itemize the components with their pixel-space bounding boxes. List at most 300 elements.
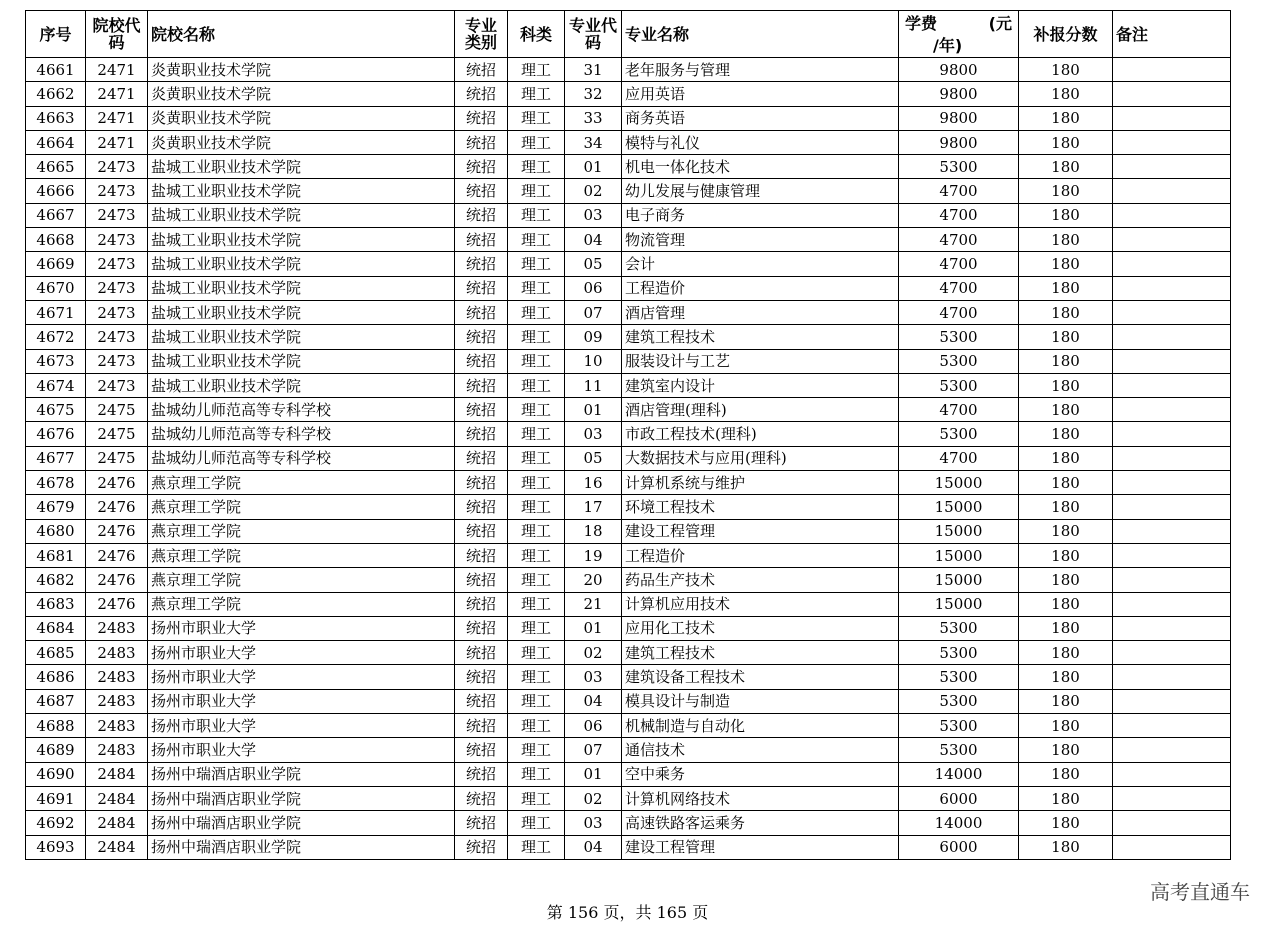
cell-remark	[1113, 835, 1231, 859]
table-row	[26, 519, 1231, 543]
cell-remark	[1113, 373, 1231, 397]
cell-major-code: 32	[565, 82, 622, 106]
table-row	[26, 155, 1231, 179]
table-row	[26, 786, 1231, 810]
cell-fee: 6000	[899, 786, 1019, 810]
cell-major-name: 老年服务与管理	[622, 58, 899, 82]
header-fee-unit: (元	[988, 14, 1012, 33]
table-row	[26, 398, 1231, 422]
cell-school-code: 2473	[86, 325, 148, 349]
table-row	[26, 762, 1231, 786]
cell-school-code: 2473	[86, 228, 148, 252]
cell-school-name: 扬州市职业大学	[148, 665, 455, 689]
cell-fee: 15000	[899, 592, 1019, 616]
cell-subject: 理工	[508, 471, 565, 495]
table-row	[26, 665, 1231, 689]
table-row	[26, 568, 1231, 592]
cell-major-code: 06	[565, 276, 622, 300]
cell-school-code: 2471	[86, 106, 148, 130]
cell-seq: 4690	[26, 762, 86, 786]
cell-major-code: 01	[565, 616, 622, 640]
cell-major-code: 03	[565, 665, 622, 689]
table-row	[26, 641, 1231, 665]
cell-major-name: 应用英语	[622, 82, 899, 106]
cell-score: 180	[1019, 714, 1113, 738]
cell-subject: 理工	[508, 203, 565, 227]
cell-seq: 4691	[26, 786, 86, 810]
table-row	[26, 179, 1231, 203]
cell-seq: 4677	[26, 446, 86, 470]
cell-major-code: 01	[565, 155, 622, 179]
cell-subject: 理工	[508, 446, 565, 470]
cell-major-code: 18	[565, 519, 622, 543]
cell-fee: 4700	[899, 446, 1019, 470]
cell-major-code: 02	[565, 786, 622, 810]
cell-fee: 5300	[899, 373, 1019, 397]
cell-remark	[1113, 592, 1231, 616]
cell-school-code: 2475	[86, 422, 148, 446]
cell-fee: 9800	[899, 130, 1019, 154]
cell-subject: 理工	[508, 422, 565, 446]
cell-category: 统招	[455, 349, 508, 373]
cell-fee: 9800	[899, 58, 1019, 82]
cell-subject: 理工	[508, 543, 565, 567]
cell-school-name: 盐城工业职业技术学院	[148, 228, 455, 252]
cell-school-name: 盐城工业职业技术学院	[148, 252, 455, 276]
table-body	[26, 58, 1231, 860]
cell-major-code: 34	[565, 130, 622, 154]
cell-major-code: 03	[565, 203, 622, 227]
cell-school-code: 2476	[86, 543, 148, 567]
cell-major-name: 计算机网络技术	[622, 786, 899, 810]
cell-school-code: 2484	[86, 835, 148, 859]
cell-category: 统招	[455, 300, 508, 324]
cell-score: 180	[1019, 616, 1113, 640]
cell-subject: 理工	[508, 276, 565, 300]
cell-category: 统招	[455, 325, 508, 349]
table-row	[26, 471, 1231, 495]
cell-school-name: 燕京理工学院	[148, 495, 455, 519]
cell-category: 统招	[455, 276, 508, 300]
cell-major-name: 建设工程管理	[622, 519, 899, 543]
cell-score: 180	[1019, 641, 1113, 665]
cell-remark	[1113, 422, 1231, 446]
cell-subject: 理工	[508, 398, 565, 422]
table-row	[26, 592, 1231, 616]
cell-score: 180	[1019, 349, 1113, 373]
cell-major-code: 31	[565, 58, 622, 82]
cell-school-code: 2476	[86, 568, 148, 592]
cell-seq: 4667	[26, 203, 86, 227]
cell-seq: 4676	[26, 422, 86, 446]
table-row	[26, 446, 1231, 470]
admissions-table	[25, 10, 1231, 860]
cell-score: 180	[1019, 203, 1113, 227]
cell-fee: 4700	[899, 398, 1019, 422]
cell-category: 统招	[455, 495, 508, 519]
cell-school-code: 2483	[86, 665, 148, 689]
cell-fee: 5300	[899, 325, 1019, 349]
cell-major-code: 03	[565, 811, 622, 835]
cell-remark	[1113, 228, 1231, 252]
header-fee-unit-tail: /年)	[933, 36, 963, 55]
cell-seq: 4671	[26, 300, 86, 324]
cell-remark	[1113, 738, 1231, 762]
cell-seq: 4686	[26, 665, 86, 689]
cell-fee: 5300	[899, 689, 1019, 713]
cell-fee: 9800	[899, 82, 1019, 106]
cell-subject: 理工	[508, 325, 565, 349]
cell-school-code: 2475	[86, 398, 148, 422]
cell-score: 180	[1019, 835, 1113, 859]
cell-subject: 理工	[508, 714, 565, 738]
cell-major-name: 空中乘务	[622, 762, 899, 786]
cell-school-code: 2483	[86, 641, 148, 665]
cell-fee: 4700	[899, 228, 1019, 252]
cell-score: 180	[1019, 592, 1113, 616]
cell-seq: 4689	[26, 738, 86, 762]
cell-score: 180	[1019, 300, 1113, 324]
cell-remark	[1113, 714, 1231, 738]
cell-remark	[1113, 495, 1231, 519]
cell-score: 180	[1019, 568, 1113, 592]
cell-major-name: 药品生产技术	[622, 568, 899, 592]
header-score: 补报分数	[1019, 11, 1113, 58]
cell-school-name: 扬州中瑞酒店职业学院	[148, 762, 455, 786]
table-row	[26, 106, 1231, 130]
cell-school-code: 2473	[86, 373, 148, 397]
cell-score: 180	[1019, 179, 1113, 203]
cell-seq: 4672	[26, 325, 86, 349]
cell-fee: 6000	[899, 835, 1019, 859]
cell-score: 180	[1019, 786, 1113, 810]
cell-school-code: 2483	[86, 689, 148, 713]
cell-major-code: 33	[565, 106, 622, 130]
cell-seq: 4673	[26, 349, 86, 373]
cell-major-code: 07	[565, 300, 622, 324]
cell-category: 统招	[455, 203, 508, 227]
cell-seq: 4674	[26, 373, 86, 397]
cell-major-code: 05	[565, 252, 622, 276]
cell-seq: 4661	[26, 58, 86, 82]
cell-fee: 5300	[899, 714, 1019, 738]
cell-remark	[1113, 471, 1231, 495]
cell-major-name: 幼儿发展与健康管理	[622, 179, 899, 203]
cell-seq: 4666	[26, 179, 86, 203]
cell-category: 统招	[455, 811, 508, 835]
cell-seq: 4688	[26, 714, 86, 738]
cell-school-code: 2473	[86, 252, 148, 276]
cell-subject: 理工	[508, 762, 565, 786]
cell-score: 180	[1019, 252, 1113, 276]
cell-school-name: 扬州市职业大学	[148, 714, 455, 738]
cell-subject: 理工	[508, 592, 565, 616]
cell-subject: 理工	[508, 252, 565, 276]
cell-school-name: 盐城工业职业技术学院	[148, 155, 455, 179]
cell-subject: 理工	[508, 179, 565, 203]
cell-fee: 15000	[899, 471, 1019, 495]
cell-major-name: 建设工程管理	[622, 835, 899, 859]
cell-subject: 理工	[508, 786, 565, 810]
cell-school-name: 盐城幼儿师范高等专科学校	[148, 446, 455, 470]
cell-school-code: 2475	[86, 446, 148, 470]
cell-subject: 理工	[508, 349, 565, 373]
cell-seq: 4662	[26, 82, 86, 106]
cell-school-code: 2483	[86, 616, 148, 640]
table-row	[26, 130, 1231, 154]
cell-remark	[1113, 130, 1231, 154]
cell-remark	[1113, 543, 1231, 567]
cell-major-code: 02	[565, 179, 622, 203]
cell-remark	[1113, 446, 1231, 470]
cell-category: 统招	[455, 568, 508, 592]
cell-school-name: 燕京理工学院	[148, 519, 455, 543]
cell-fee: 5300	[899, 641, 1019, 665]
header-major-name: 专业名称	[622, 11, 899, 58]
table-row	[26, 325, 1231, 349]
cell-school-code: 2473	[86, 179, 148, 203]
cell-category: 统招	[455, 665, 508, 689]
cell-fee: 15000	[899, 543, 1019, 567]
cell-subject: 理工	[508, 738, 565, 762]
cell-fee: 5300	[899, 155, 1019, 179]
cell-seq: 4669	[26, 252, 86, 276]
cell-major-name: 环境工程技术	[622, 495, 899, 519]
cell-school-name: 盐城幼儿师范高等专科学校	[148, 422, 455, 446]
cell-score: 180	[1019, 155, 1113, 179]
table-row	[26, 689, 1231, 713]
cell-fee: 14000	[899, 811, 1019, 835]
cell-remark	[1113, 398, 1231, 422]
cell-major-code: 21	[565, 592, 622, 616]
cell-remark	[1113, 786, 1231, 810]
cell-category: 统招	[455, 228, 508, 252]
cell-subject: 理工	[508, 519, 565, 543]
cell-school-code: 2473	[86, 349, 148, 373]
cell-major-name: 服装设计与工艺	[622, 349, 899, 373]
table-row	[26, 276, 1231, 300]
cell-remark	[1113, 252, 1231, 276]
cell-major-code: 09	[565, 325, 622, 349]
cell-category: 统招	[455, 130, 508, 154]
cell-score: 180	[1019, 446, 1113, 470]
cell-fee: 5300	[899, 349, 1019, 373]
cell-major-name: 机电一体化技术	[622, 155, 899, 179]
cell-seq: 4679	[26, 495, 86, 519]
table-row	[26, 835, 1231, 859]
cell-school-code: 2473	[86, 155, 148, 179]
cell-category: 统招	[455, 373, 508, 397]
table-row	[26, 228, 1231, 252]
cell-fee: 4700	[899, 203, 1019, 227]
cell-score: 180	[1019, 738, 1113, 762]
cell-subject: 理工	[508, 641, 565, 665]
cell-remark	[1113, 325, 1231, 349]
cell-category: 统招	[455, 179, 508, 203]
cell-school-code: 2471	[86, 82, 148, 106]
cell-score: 180	[1019, 373, 1113, 397]
cell-subject: 理工	[508, 495, 565, 519]
cell-score: 180	[1019, 398, 1113, 422]
cell-fee: 15000	[899, 519, 1019, 543]
cell-score: 180	[1019, 58, 1113, 82]
cell-school-code: 2476	[86, 519, 148, 543]
cell-school-name: 扬州市职业大学	[148, 641, 455, 665]
cell-seq: 4664	[26, 130, 86, 154]
cell-remark	[1113, 762, 1231, 786]
cell-subject: 理工	[508, 616, 565, 640]
header-category: 专业类别	[455, 11, 508, 58]
cell-score: 180	[1019, 82, 1113, 106]
cell-school-name: 盐城工业职业技术学院	[148, 300, 455, 324]
cell-school-code: 2483	[86, 714, 148, 738]
cell-fee: 4700	[899, 179, 1019, 203]
cell-fee: 9800	[899, 106, 1019, 130]
cell-remark	[1113, 82, 1231, 106]
cell-school-code: 2483	[86, 738, 148, 762]
cell-seq: 4685	[26, 641, 86, 665]
cell-remark	[1113, 106, 1231, 130]
cell-fee: 5300	[899, 665, 1019, 689]
cell-major-name: 物流管理	[622, 228, 899, 252]
cell-remark	[1113, 276, 1231, 300]
cell-school-code: 2484	[86, 762, 148, 786]
cell-subject: 理工	[508, 106, 565, 130]
cell-major-name: 计算机系统与维护	[622, 471, 899, 495]
cell-category: 统招	[455, 446, 508, 470]
cell-subject: 理工	[508, 228, 565, 252]
table-row	[26, 616, 1231, 640]
cell-fee: 5300	[899, 738, 1019, 762]
cell-category: 统招	[455, 714, 508, 738]
cell-school-code: 2471	[86, 58, 148, 82]
cell-fee: 4700	[899, 276, 1019, 300]
cell-major-name: 大数据技术与应用(理科)	[622, 446, 899, 470]
cell-major-code: 20	[565, 568, 622, 592]
cell-seq: 4684	[26, 616, 86, 640]
cell-score: 180	[1019, 228, 1113, 252]
cell-remark	[1113, 300, 1231, 324]
cell-seq: 4681	[26, 543, 86, 567]
table-header	[26, 11, 1231, 58]
cell-remark	[1113, 58, 1231, 82]
cell-score: 180	[1019, 495, 1113, 519]
cell-category: 统招	[455, 762, 508, 786]
cell-major-name: 模特与礼仪	[622, 130, 899, 154]
cell-school-name: 炎黄职业技术学院	[148, 58, 455, 82]
cell-fee: 4700	[899, 300, 1019, 324]
cell-remark	[1113, 179, 1231, 203]
cell-fee: 15000	[899, 495, 1019, 519]
table-row	[26, 373, 1231, 397]
header-fee-label: 学费	[905, 14, 938, 33]
cell-score: 180	[1019, 665, 1113, 689]
cell-category: 统招	[455, 519, 508, 543]
header-remark: 备注	[1113, 11, 1231, 58]
cell-seq: 4663	[26, 106, 86, 130]
cell-major-code: 04	[565, 228, 622, 252]
table-row	[26, 58, 1231, 82]
cell-remark	[1113, 519, 1231, 543]
cell-major-name: 应用化工技术	[622, 616, 899, 640]
cell-major-code: 01	[565, 762, 622, 786]
cell-school-code: 2473	[86, 203, 148, 227]
cell-school-name: 扬州市职业大学	[148, 738, 455, 762]
cell-fee: 5300	[899, 616, 1019, 640]
cell-remark	[1113, 155, 1231, 179]
cell-subject: 理工	[508, 689, 565, 713]
cell-major-name: 高速铁路客运乘务	[622, 811, 899, 835]
cell-major-code: 19	[565, 543, 622, 567]
cell-score: 180	[1019, 325, 1113, 349]
cell-category: 统招	[455, 543, 508, 567]
page-footer: 第 156 页，共 165 页	[546, 903, 709, 922]
cell-school-name: 燕京理工学院	[148, 568, 455, 592]
cell-major-name: 模具设计与制造	[622, 689, 899, 713]
cell-score: 180	[1019, 811, 1113, 835]
cell-school-name: 扬州中瑞酒店职业学院	[148, 811, 455, 835]
cell-score: 180	[1019, 543, 1113, 567]
cell-seq: 4692	[26, 811, 86, 835]
cell-school-name: 扬州中瑞酒店职业学院	[148, 835, 455, 859]
cell-school-code: 2471	[86, 130, 148, 154]
cell-major-name: 会计	[622, 252, 899, 276]
cell-major-name: 工程造价	[622, 543, 899, 567]
cell-score: 180	[1019, 130, 1113, 154]
cell-major-code: 11	[565, 373, 622, 397]
cell-school-name: 盐城幼儿师范高等专科学校	[148, 398, 455, 422]
cell-major-name: 电子商务	[622, 203, 899, 227]
cell-major-code: 02	[565, 641, 622, 665]
cell-fee: 14000	[899, 762, 1019, 786]
header-subject: 科类	[508, 11, 565, 58]
cell-category: 统招	[455, 82, 508, 106]
cell-school-name: 扬州中瑞酒店职业学院	[148, 786, 455, 810]
cell-subject: 理工	[508, 568, 565, 592]
cell-major-code: 01	[565, 398, 622, 422]
cell-remark	[1113, 616, 1231, 640]
cell-category: 统招	[455, 641, 508, 665]
cell-school-code: 2484	[86, 811, 148, 835]
cell-school-name: 盐城工业职业技术学院	[148, 349, 455, 373]
cell-major-code: 06	[565, 714, 622, 738]
cell-school-name: 扬州市职业大学	[148, 689, 455, 713]
cell-major-code: 03	[565, 422, 622, 446]
header-school-name: 院校名称	[148, 11, 455, 58]
cell-major-code: 17	[565, 495, 622, 519]
cell-remark	[1113, 203, 1231, 227]
cell-major-name: 市政工程技术(理科)	[622, 422, 899, 446]
header-fee	[899, 11, 1019, 58]
table-row	[26, 714, 1231, 738]
cell-score: 180	[1019, 762, 1113, 786]
cell-major-name: 酒店管理	[622, 300, 899, 324]
cell-category: 统招	[455, 155, 508, 179]
cell-category: 统招	[455, 616, 508, 640]
cell-remark	[1113, 641, 1231, 665]
cell-seq: 4687	[26, 689, 86, 713]
cell-category: 统招	[455, 106, 508, 130]
cell-seq: 4680	[26, 519, 86, 543]
cell-category: 统招	[455, 738, 508, 762]
cell-subject: 理工	[508, 811, 565, 835]
cell-school-name: 扬州市职业大学	[148, 616, 455, 640]
cell-major-name: 建筑工程技术	[622, 641, 899, 665]
cell-school-name: 盐城工业职业技术学院	[148, 203, 455, 227]
cell-fee: 5300	[899, 422, 1019, 446]
cell-major-name: 机械制造与自动化	[622, 714, 899, 738]
cell-major-code: 05	[565, 446, 622, 470]
